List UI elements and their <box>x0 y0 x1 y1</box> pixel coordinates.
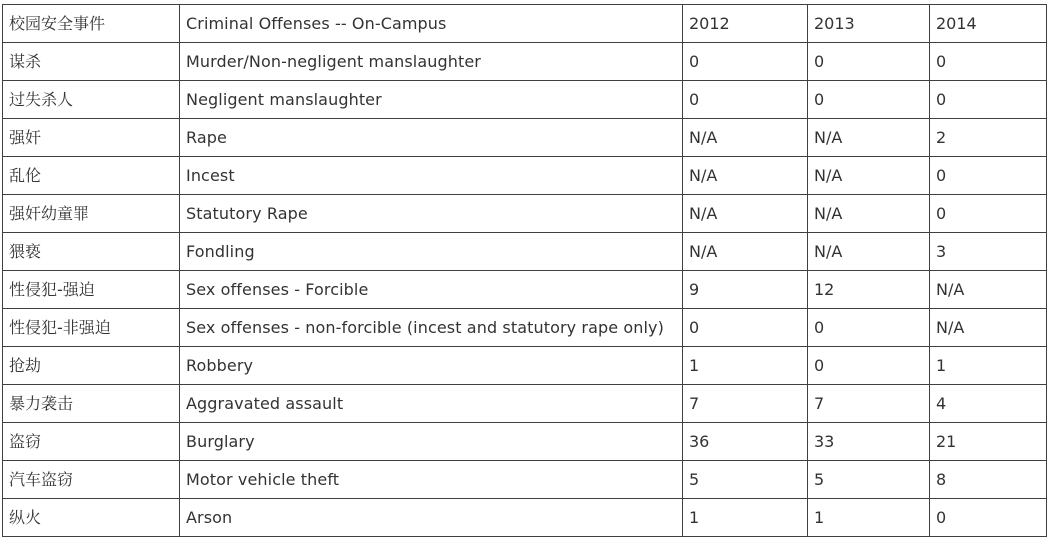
offense-name-en: Rape <box>180 119 683 157</box>
table-row <box>3 157 1047 195</box>
table-row <box>3 499 1047 537</box>
offense-count-2014: 1 <box>930 347 1047 385</box>
offense-name-cn: 谋杀 <box>3 43 180 81</box>
offense-count-2014: 0 <box>930 43 1047 81</box>
table-row <box>3 461 1047 499</box>
offense-name-en: Negligent manslaughter <box>180 81 683 119</box>
crime-statistics-table-wrapper <box>2 4 1047 537</box>
offense-count-2012: 0 <box>683 81 808 119</box>
offense-count-2012: 9 <box>683 271 808 309</box>
offense-name-cn: 性侵犯-强迫 <box>3 271 180 309</box>
offense-name-cn: 强奸幼童罪 <box>3 195 180 233</box>
offense-name-en: Robbery <box>180 347 683 385</box>
header-year-2013: 2013 <box>808 5 930 43</box>
offense-count-2014: 0 <box>930 195 1047 233</box>
offense-name-cn: 乱伦 <box>3 157 180 195</box>
offense-name-en: Sex offenses - Forcible <box>180 271 683 309</box>
table-row <box>3 385 1047 423</box>
offense-name-en: Murder/Non-negligent manslaughter <box>180 43 683 81</box>
offense-name-cn: 纵火 <box>3 499 180 537</box>
offense-count-2013: 0 <box>808 309 930 347</box>
offense-count-2014: 8 <box>930 461 1047 499</box>
offense-count-2012: 7 <box>683 385 808 423</box>
offense-count-2012: 1 <box>683 499 808 537</box>
offense-count-2013: 0 <box>808 43 930 81</box>
offense-count-2013: 1 <box>808 499 930 537</box>
header-category-en: Criminal Offenses -- On-Campus <box>180 5 683 43</box>
table-row <box>3 423 1047 461</box>
offense-name-cn: 性侵犯-非强迫 <box>3 309 180 347</box>
offense-count-2014: 4 <box>930 385 1047 423</box>
header-year-2012: 2012 <box>683 5 808 43</box>
offense-name-cn: 过失杀人 <box>3 81 180 119</box>
table-row <box>3 233 1047 271</box>
header-category-cn: 校园安全事件 <box>3 5 180 43</box>
offense-name-cn: 抢劫 <box>3 347 180 385</box>
offense-count-2013: 33 <box>808 423 930 461</box>
offense-count-2012: 36 <box>683 423 808 461</box>
offense-name-en: Fondling <box>180 233 683 271</box>
offense-name-cn: 暴力袭击 <box>3 385 180 423</box>
offense-count-2013: 0 <box>808 81 930 119</box>
offense-name-en: Incest <box>180 157 683 195</box>
offense-count-2013: N/A <box>808 119 930 157</box>
offense-name-cn: 汽车盗窃 <box>3 461 180 499</box>
offense-count-2013: 0 <box>808 347 930 385</box>
offense-count-2013: 7 <box>808 385 930 423</box>
offense-name-en: Statutory Rape <box>180 195 683 233</box>
offense-count-2014: 0 <box>930 81 1047 119</box>
offense-name-en: Aggravated assault <box>180 385 683 423</box>
offense-count-2012: 1 <box>683 347 808 385</box>
offense-name-cn: 强奸 <box>3 119 180 157</box>
offense-count-2012: 0 <box>683 43 808 81</box>
table-row <box>3 309 1047 347</box>
offense-count-2014: 0 <box>930 157 1047 195</box>
offense-count-2013: 5 <box>808 461 930 499</box>
offense-count-2014: 2 <box>930 119 1047 157</box>
offense-name-en: Arson <box>180 499 683 537</box>
table-row <box>3 119 1047 157</box>
offense-count-2014: 21 <box>930 423 1047 461</box>
offense-count-2014: 3 <box>930 233 1047 271</box>
offense-count-2012: 5 <box>683 461 808 499</box>
table-row <box>3 347 1047 385</box>
header-row <box>3 5 1047 43</box>
offense-name-en: Sex offenses - non-forcible (incest and statutory rape only) <box>180 309 683 347</box>
offense-count-2012: N/A <box>683 195 808 233</box>
table-body <box>3 5 1047 537</box>
offense-name-cn: 盗窃 <box>3 423 180 461</box>
offense-count-2013: N/A <box>808 157 930 195</box>
offense-count-2012: N/A <box>683 119 808 157</box>
table-row <box>3 81 1047 119</box>
offense-count-2012: 0 <box>683 309 808 347</box>
offense-count-2014: 0 <box>930 499 1047 537</box>
offense-name-cn: 猥亵 <box>3 233 180 271</box>
table-row <box>3 271 1047 309</box>
offense-name-en: Motor vehicle theft <box>180 461 683 499</box>
offense-count-2012: N/A <box>683 157 808 195</box>
offense-count-2014: N/A <box>930 309 1047 347</box>
offense-count-2013: 12 <box>808 271 930 309</box>
offense-count-2012: N/A <box>683 233 808 271</box>
offense-count-2013: N/A <box>808 233 930 271</box>
header-year-2014: 2014 <box>930 5 1047 43</box>
offense-count-2013: N/A <box>808 195 930 233</box>
crime-statistics-table <box>2 4 1047 537</box>
offense-count-2014: N/A <box>930 271 1047 309</box>
table-row <box>3 195 1047 233</box>
offense-name-en: Burglary <box>180 423 683 461</box>
table-row <box>3 43 1047 81</box>
